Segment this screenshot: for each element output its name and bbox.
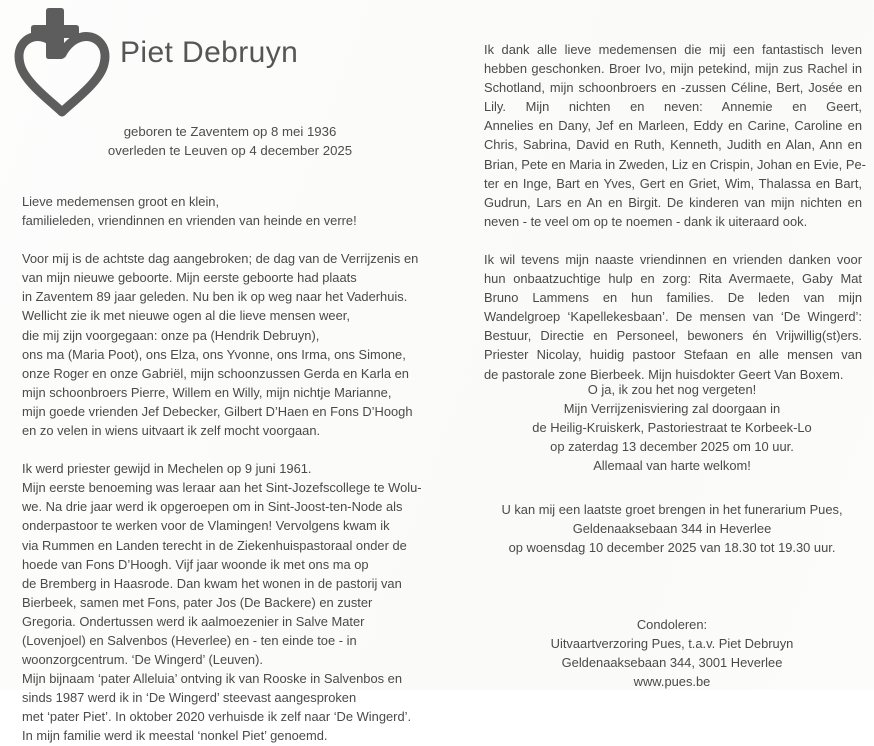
text-line: we. Na drie jaar werd ik opgeroepen om in Sint-Joost-ten-Node als <box>22 499 403 515</box>
page-title: Piet Debruyn <box>120 36 299 69</box>
right-body-text <box>484 40 866 384</box>
text-line: Ik wil tevens mijn naaste vriendinnen en vrienden danken voor <box>484 251 862 267</box>
text-line: U kan mij een laatste groet brengen in het funerarium Pues, <box>501 502 843 517</box>
text-line: neven - te veel om op te noemen - dank ik uiteraard ook. <box>484 213 808 229</box>
text-line: en zo velen in wiens uitvaart ik zelf mocht voorgaan. <box>22 423 321 439</box>
text-line: Mijn eerste benoeming was leraar aan het Sint-Jozefscollege te Wolu- <box>22 480 422 496</box>
text-line: Wellicht zie ik met nieuwe ogen al die lieve mensen weer, <box>22 308 350 324</box>
death-line: overleden te Leuven op 4 december 2025 <box>107 143 353 158</box>
text-line: ons ma (Maria Poot), ons Elza, ons Yvonne, ons Irma, ons Simone, <box>22 346 406 362</box>
text-line: Mijn Verrijzenisviering zal doorgaan in <box>563 401 781 417</box>
birth-line: geboren te Zaventem op 8 mei 1936 <box>123 124 337 139</box>
text-line: (Lovenjoel) en Salvenbos (Heverlee) en - ten einde toe - in <box>22 632 357 648</box>
text-line: met ‘pater Piet’. In oktober 2020 verhuisde ik zelf naar ‘De Wingerd’. <box>22 709 412 725</box>
text-line: hebben geschonken. Broer Ivo, mijn petekind, mijn zus Rachel in <box>484 61 862 77</box>
text-line: mijn schoonbroers Pierre, Willem en Willy, mijn nichtje Marianne, <box>22 384 392 400</box>
text-line: Bruno Lammens en hun families. De leden van mijn <box>484 290 862 306</box>
text-line: in Zaventem 89 jaar geleden. Nu ben ik op weg naar het Vaderhuis. <box>22 289 408 305</box>
text-line: Wandelgroep ‘Kapellekesbaan’. De mensen van ‘De Wingerd’: <box>484 309 862 325</box>
text-line: Priester Nicolay, huidig pastoor Stefaan en alle mensen van <box>484 347 862 363</box>
text-line: Mijn bijnaam ‘pater Alleluia’ ontving ik van Rooske in Salvenbos en <box>22 671 403 687</box>
text-line: de Heilig-Kruiskerk, Pastoriestraat te Korbeek-Lo <box>532 420 812 436</box>
thanks-family-paragraph <box>484 40 866 231</box>
cross-over-heart-icon <box>12 4 112 120</box>
text-line: Bestuur, Directie en Personeel, bewoners én Vrijwillig(st)ers. <box>484 328 862 344</box>
text-line: Uitvaartverzoring Pues, t.a.v. Piet Debruyn <box>550 636 794 652</box>
text-line: Voor mij is de achtste dag aangebroken; de dag van de Verrijzenis en <box>22 251 419 267</box>
text-line: Ik dank alle lieve medemensen die mij een fantastisch leven <box>484 42 862 57</box>
salutation-paragraph <box>22 192 446 230</box>
left-body-text <box>22 192 446 746</box>
text-line: www.pues.be <box>633 674 711 690</box>
text-line: Gudrun, Lars en An en Birgit. De kinderen van mijn nichten en <box>484 194 862 210</box>
text-line: de Bremberg in Haasrode. Dan kwam het wonen in de pastorij van <box>22 575 402 591</box>
text-line: Brian, Pete en Maria in Zweden, Liz en Crispin, Johan en Evie, Pe- <box>484 156 866 172</box>
text-line: woonzorgcentrum. ‘De Wingerd’ (Leuven). <box>22 652 263 668</box>
text-line: Gregoria. Ondertussen werd ik aalmoezenier in Salve Mater <box>22 613 365 629</box>
text-line: sinds 1987 werd ik in ‘De Wingerd’ steevast aangesproken <box>22 690 357 706</box>
text-line: Allemaal van harte welkom! <box>593 458 751 474</box>
text-line: familieleden, vriendinnen en vrienden van heinde en verre! <box>22 213 357 229</box>
text-line: ter en Inge, Bart en Yves, Gert en Griet, Wim, Thalassa en Bart, <box>484 175 862 191</box>
text-line: Ik werd priester gewijd in Mechelen op 9 juni 1961. <box>22 461 312 477</box>
text-line: Lieve medemensen groot en klein, <box>22 194 220 209</box>
text-line: Schotland, mijn schoonbroers en -zussen Céline, Bert, Josée en <box>484 80 862 96</box>
text-line: die mij zijn voorgegaan: onze pa (Hendrik Debruyn), <box>22 327 320 343</box>
text-line: van mijn nieuwe geboorte. Mijn eerste geboorte had plaats <box>22 270 357 286</box>
text-line: Chris, Sabrina, David en Ruth, Kenneth, Judith en Alan, Ann en <box>484 137 862 153</box>
text-line: mijn goede vrienden Jef Debecker, Gilbert D’Haen en Fons D’Hoogh <box>22 403 413 419</box>
text-line: hoede van Fons D’Hoogh. Vijf jaar woonde ik met ons ma op <box>22 556 369 572</box>
text-line: O ja, ik zou het nog vergeten! <box>587 382 757 397</box>
invitation-block <box>472 380 872 475</box>
text-line: op zaterdag 13 december 2025 om 10 uur. <box>550 439 794 455</box>
text-line: hun onbaatzuchtige hulp en zorg: Rita Avermaete, Gaby Mat <box>484 271 862 287</box>
text-line: Geldenaaksebaan 344, 3001 Heverlee <box>561 655 783 671</box>
card-header <box>0 0 460 165</box>
text-line: Geldenaaksebaan 344 in Heverlee <box>572 521 772 537</box>
text-line: In mijn familie werd ik meestal ‘nonkel Piet’ genoemd. <box>22 728 328 744</box>
text-line: Condoleren: <box>636 617 708 632</box>
text-line: via Rummen en Landen terecht in de Ziekenhuispastoraal onder de <box>22 537 407 553</box>
text-line: onze Roger en onze Gabriël, mijn schoonzussen Gerda en Karla en <box>22 365 409 381</box>
text-line: Bierbeek, samen met Fons, pater Jos (De Backere) en zuster <box>22 594 373 610</box>
text-line: op woensdag 10 december 2025 van 18.30 tot 19.30 uur. <box>508 540 836 556</box>
resurrection-paragraph <box>22 249 446 440</box>
text-line: Annelies en Dany, Jef en Marleen, Eddy en Carine, Caroline en <box>484 118 862 134</box>
condolence-block <box>472 615 872 691</box>
priesthood-paragraph <box>22 459 446 745</box>
farewell-block <box>472 500 872 557</box>
text-line: onderpastoor te werken voor de Vlamingen! Vervolgens kwam ik <box>22 518 390 534</box>
text-line: de pastorale zone Bierbeek. Mijn huisdokter Geert Van Boxem. <box>484 366 844 382</box>
right-column <box>460 0 874 690</box>
birth-death-dates <box>0 122 460 160</box>
text-line: Lily. Mijn nichten en neven: Annemie en Geert, <box>484 99 862 115</box>
thanks-friends-paragraph <box>484 250 862 384</box>
